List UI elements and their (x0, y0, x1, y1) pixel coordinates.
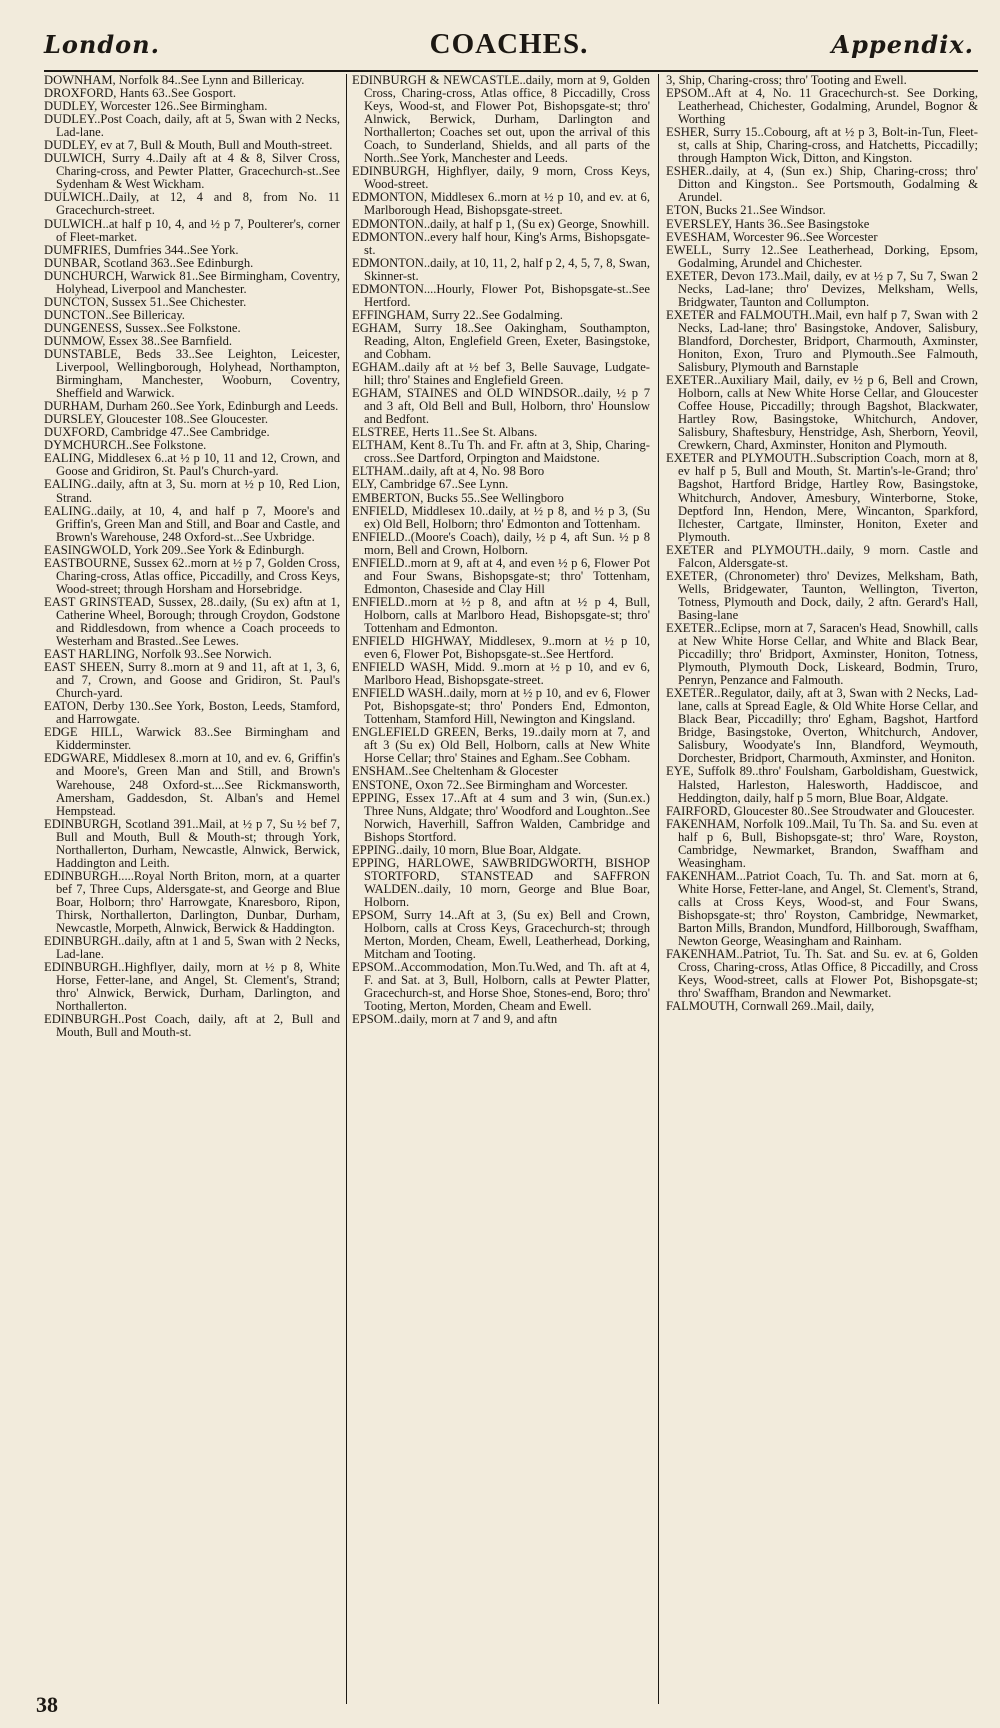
directory-entry: DUNMOW, Essex 38..See Barnfield. (44, 333, 233, 348)
directory-entry: ELY, Cambridge 67..See Lynn. (352, 477, 509, 492)
directory-entry: EDMONTON..daily, at half p 1, (Su ex) George, Snowhill. (352, 216, 650, 231)
directory-entry: DULWICH, Surry 4..Daily aft at 4 & 8, Silver Cross, Charing-cross, and Pewter Platter, Gracechurch-st..See Sydenham & West Wickham. (44, 151, 340, 192)
directory-entry: ENFIELD..(Moore's Coach), daily, ½ p 4, aft Sun. ½ p 8 morn, Bell and Crown, Holborn. (352, 529, 650, 557)
directory-entry: EXETER..Auxiliary Mail, daily, ev ½ p 6, Bell and Crown, Holborn, calls at New White Horse Cellar, and Gloucester Coffee House, Piccadilly; through Bagshot, Blackwater, Hartley Row, Basingstoke, Whitchurch, Andover, Salisbury, Shaftesbury, Henstridge, Ash, Sherborn, Yeovil, Crewkern, Chard, Axminster, Honiton and Plymouth. (666, 373, 978, 453)
directory-entry: EXETER..Regulator, daily, aft at 3, Swan with 2 Necks, Lad-lane, calls at Spread Eagle, & Old White Horse Cellar, and Black Bear, Piccadilly; thro' Egham, Bagshot, Hartford Bridge, Basingstoke, Overton, Whitchurch, Andover, Salisbury, Woodyate's Inn, Blandford, Weymouth, Dorchester, Bridport, Charmouth, Axminster, and Honiton. (666, 686, 978, 766)
directory-entry: EDINBURGH..daily, aftn at 1 and 5, Swan with 2 Necks, Lad-lane. (44, 934, 340, 962)
directory-entry: ENFIELD..morn at 9, aft at 4, and even ½ p 6, Flower Pot and Four Swans, Bishopsgate-st; thro' Tottenham, Edmonton, Chaseside and Clay Hill (352, 555, 650, 596)
directory-entry: DUXFORD, Cambridge 47..See Cambridge. (44, 425, 270, 440)
directory-entry: EWELL, Surry 12..See Leatherhead, Dorking, Epsom, Godalming, Arundel and Chichester. (666, 242, 978, 270)
directory-entry: DUNCTON, Sussex 51..See Chichester. (44, 294, 247, 309)
directory-entry: EPSOM..Accommodation, Mon.Tu.Wed, and Th. aft at 4, F. and Sat. at 3, Bull, Holborn, calls at Pewter Platter, Gracechurch-st, and Horse Shoe, Stones-end, Boro; thro' Tooting, Merton, Morden, Cheam and Ewell. (352, 960, 650, 1014)
column-divider-2 (658, 74, 659, 1704)
directory-entry: DUNCTON..See Billericay. (44, 307, 185, 322)
directory-entry: DUNSTABLE, Beds 33..See Leighton, Leicester, Liverpool, Wellingborough, Holyhead, Northampton, Birmingham, Manchester, Wooburn, Coventry, Sheffield and Warwick. (44, 346, 340, 401)
directory-entry: EASINGWOLD, York 209..See York & Edinburgh. (44, 542, 305, 557)
directory-entry: EATON, Derby 130..See York, Boston, Leeds, Stamford, and Harrowgate. (44, 699, 340, 727)
column-2 (352, 74, 650, 1704)
directory-entry: DUDLEY, Worcester 126..See Birmingham. (44, 99, 268, 114)
directory-entry: FALMOUTH, Cornwall 269..Mail, daily, (666, 999, 875, 1014)
directory-entry: EVERSLEY, Hants 36..See Basingstoke (666, 216, 870, 231)
directory-entry: ENFIELD WASH, Midd. 9..morn at ½ p 10, and ev 6, Marlboro Head, Bishopsgate-street. (352, 660, 650, 688)
directory-entry: DROXFORD, Hants 63..See Gosport. (44, 86, 237, 101)
directory-entry: ELTHAM..daily, aft at 4, No. 98 Boro (352, 464, 545, 479)
directory-entry: EXETER, (Chronometer) thro' Devizes, Melksham, Bath, Wells, Bridgewater, Taunton, Wellington, Tiverton, Totness, Plymouth and Dock, daily, 2 aftn. Gerard's Hall, Basing-lane (666, 568, 978, 622)
directory-entry: DULWICH..Daily, at 12, 4 and 8, from No. 11 Gracechurch-street. (44, 190, 340, 218)
directory-entry: EGHAM..daily aft at ½ bef 3, Belle Sauvage, Ludgate-hill; thro' Staines and Englefield Green. (352, 360, 650, 388)
directory-entry: EDINBURGH & NEWCASTLE..daily, morn at 9, Golden Cross, Charing-cross, Atlas office, 8 Piccadilly, Cross Keys, Wood-st, and Flower Pot, Bishopsgate-st; thro' Alnwick, Berwick, Durham, Darlington and Northallerton; Coaches set out, upon the arrival of this Coach, to Sunderland, Shields, and all parts of the North..See York, Manchester and Leeds. (352, 74, 650, 166)
directory-entry: EPSOM..daily, morn at 7 and 9, and aftn (352, 1012, 558, 1027)
directory-entry: EYE, Suffolk 89..thro' Foulsham, Garboldisham, Guestwick, Halsted, Harleston, Halesworth, Haddiscoe, and Heddington, daily, half p 5 morn, Blue Boar, Aldgate. (666, 764, 978, 805)
directory-entry: EPSOM..Aft at 4, No. 11 Gracechurch-st. See Dorking, Leatherhead, Chichester, Godalming, Arundel, Bognor & Worthing (666, 86, 978, 127)
directory-entry: ENFIELD, Middlesex 10..daily, at ½ p 8, and ½ p 3, (Su ex) Old Bell, Holborn; thro' Edmonton and Tottenham. (352, 503, 650, 531)
directory-entry: DURSLEY, Gloucester 108..See Gloucester. (44, 412, 268, 427)
directory-entry: EXETER, Devon 173..Mail, daily, ev at ½ p 7, Su 7, Swan 2 Necks, Lad-lane; thro' Devizes, Melksham, Wells, Bridgwater, Taunton and Collumpton. (666, 268, 978, 309)
directory-entry: EXETER and FALMOUTH..Mail, evn half p 7, Swan with 2 Necks, Lad-lane; thro' Basingstoke, Andover, Salisbury, Blandford, Dorchester, Bridport, Charmouth, Axminster, Honiton, Exon, Truro and Plymouth..See Falmouth, Salisbury, Plymouth and Barnstaple (666, 307, 978, 375)
directory-entry: DUNBAR, Scotland 363..See Edinburgh. (44, 255, 254, 270)
directory-entry: EPPING..daily, 10 morn, Blue Boar, Aldgate. (352, 842, 582, 857)
directory-entry: EDINBURGH, Scotland 391..Mail, at ½ p 7, Su ½ bef 7, Bull and Mouth, Bull & Mouth-st; through York, Northallerton, Durham, Newcastle, Alnwick, Berwick, Haddington and Leith. (44, 816, 340, 870)
directory-entry: ENSTONE, Oxon 72..See Birmingham and Worcester. (352, 777, 628, 792)
page-header (44, 28, 974, 66)
directory-entry: EDINBURGH, Highflyer, daily, 9 morn, Cross Keys, Wood-street. (352, 164, 650, 192)
directory-entry: ENFIELD HIGHWAY, Middlesex, 9..morn at ½ p 10, even 6, Flower Pot, Bishopsgate-st..See Hertford. (352, 634, 650, 662)
directory-entry: DURHAM, Durham 260..See York, Edinburgh and Leeds. (44, 399, 339, 414)
directory-entry: EGHAM, Surry 18..See Oakingham, Southampton, Reading, Alton, Englefield Green, Exeter, Basingstoke, and Cobham. (352, 320, 650, 361)
running-head-right: Appendix. (831, 30, 974, 59)
directory-entry: EPSOM, Surry 14..Aft at 3, (Su ex) Bell and Crown, Holborn, calls at Cross Keys, Gracechurch-st; through Merton, Morden, Cheam, Ewell, Leatherhead, Dorking, Mitcham and Tooting. (352, 908, 650, 962)
column-divider-1 (346, 74, 347, 1704)
directory-entry: EXETER..Eclipse, morn at 7, Saracen's Head, Snowhill, calls at New White Horse Cellar, and White and Black Bear, Piccadilly; thro' Bridport, Axminster, Honiton, Totness, Plymouth, Plymouth Dock, Liskeard, Bodmin, Truro, Penryn, Penzance and Falmouth. (666, 620, 978, 688)
directory-entry: FAKENHAM..Patriot, Tu. Th. Sat. and Su. ev. at 6, Golden Cross, Charing-cross, Atlas Office, 8 Piccadilly, and Cross Keys, Wood-street, calls at Flower Pot, Bishopsgate-st; thro' Swaffham, Brandon and Newmarket. (666, 947, 978, 1001)
directory-entry: EDMONTON, Middlesex 6..morn at ½ p 10, and ev. at 6, Marlborough Head, Bishopsgate-street. (352, 190, 650, 218)
directory-entry: FAKENHAM, Norfolk 109..Mail, Tu Th. Sa. and Su. even at half p 6, Bull, Bishopsgate-st; thro' Ware, Royston, Cambridge, Newmarket, Brandon, Swaffham and Weasingham. (666, 816, 978, 870)
directory-entry: EDGWARE, Middlesex 8..morn at 10, and ev. 6, Griffin's and Moore's, Green Man and Still, and Brown's Warehouse, 248 Oxford-st....See Rickmansworth, Amersham, Gaddesdon, St. Alban's and Hemel Hempstead. (44, 751, 340, 818)
directory-entry: EXETER and PLYMOUTH..Subscription Coach, morn at 8, ev half p 5, Bull and Mouth, St. Martin's-le-Grand; thro' Bagshot, Hartford Bridge, Hartley Row, Basingstoke, Whitchurch, Andover, Amesbury, Winterborne, Stoke, Deptford Inn, Hendon, Mere, Wincanton, Sparkford, Ilchester, Cartgate, Ilminster, Honiton, Exeter and Plymouth. (666, 451, 978, 544)
directory-entry: EPPING, HARLOWE, SAWBRIDGWORTH, BISHOP STORTFORD, STANSTEAD and SAFFRON WALDEN..daily, 10 morn, George and Blue Boar, Holborn. (352, 855, 650, 909)
directory-entry: EASTBOURNE, Sussex 62..morn at ½ p 7, Golden Cross, Charing-cross, Atlas office, Piccadilly, and Cross Keys, Wood-street; through Horsham and Horsebridge. (44, 555, 340, 596)
directory-entry: ENSHAM..See Cheltenham & Glocester (352, 764, 559, 779)
directory-entry: EDMONTON....Hourly, Flower Pot, Bishopsgate-st..See Hertford. (352, 281, 650, 309)
directory-entry: ENGLEFIELD GREEN, Berks, 19..daily morn at 7, and aft 3 (Su ex) Old Bell, Holborn, calls at New White Horse Cellar; thro' Staines and Egham..See Cobham. (352, 725, 650, 766)
directory-entry: DUDLEY..Post Coach, daily, aft at 5, Swan with 2 Necks, Lad-lane. (44, 112, 340, 140)
directory-entry: DUDLEY, ev at 7, Bull & Mouth, Bull and Mouth-street. (44, 138, 333, 153)
directory-entry: EAST HARLING, Norfolk 93..See Norwich. (44, 647, 272, 662)
directory-entry: ELTHAM, Kent 8..Tu Th. and Fr. aftn at 3, Ship, Charing-cross..See Dartford, Orpington and Maidstone. (352, 438, 650, 466)
directory-columns (44, 74, 978, 1712)
directory-entry: FAKENHAM...Patriot Coach, Tu. Th. and Sat. morn at 6, White Horse, Fetter-lane, and Angel, St. Clement's, Strand, calls at Cross Keys, Wood-st, and Four Swans, Bishopsgate-st; thro' Royston, Cambridge, Newmarket, Barton Mills, Brandon, Mundford, Hillborough, Swaffham, Newton George, Weasingham and Rainham. (666, 868, 978, 949)
directory-entry: ESHER..daily, at 4, (Sun ex.) Ship, Charing-cross; thro' Ditton and Kingston.. See Portsmouth, Godalming & Arundel. (666, 164, 978, 205)
directory-entry: DUNCHURCH, Warwick 81..See Birmingham, Coventry, Holyhead, Liverpool and Manchester. (44, 268, 340, 296)
directory-entry: EFFINGHAM, Surry 22..See Godalming. (352, 307, 563, 322)
directory-entry: EXETER and PLYMOUTH..daily, 9 morn. Castle and Falcon, Aldersgate-st. (666, 542, 978, 570)
directory-entry: EVESHAM, Worcester 96..See Worcester (666, 229, 878, 244)
directory-entry: DOWNHAM, Norfolk 84..See Lynn and Billericay. (44, 74, 305, 87)
directory-entry: EDGE HILL, Warwick 83..See Birmingham and Kidderminster. (44, 725, 340, 753)
directory-entry: DUMFRIES, Dumfries 344..See York. (44, 242, 239, 257)
directory-entry: FAIRFORD, Gloucester 80..See Stroudwater and Gloucester. (666, 803, 975, 818)
directory-entry: DULWICH..at half p 10, 4, and ½ p 7, Poulterer's, corner of Fleet-market. (44, 216, 340, 244)
directory-entry: EALING..daily, aftn at 3, Su. morn at ½ p 10, Red Lion, Strand. (44, 477, 340, 505)
directory-entry: EDINBURGH..Post Coach, daily, aft at 2, Bull and Mouth, Bull and Mouth-st. (44, 1012, 340, 1040)
column-3 (666, 74, 978, 1704)
header-rule (44, 70, 978, 72)
directory-entry: EDMONTON..daily, at 10, 11, 2, half p 2, 4, 5, 7, 8, Swan, Skinner-st. (352, 255, 650, 283)
directory-entry: EALING..daily, at 10, 4, and half p 7, Moore's and Griffin's, Green Man and Still, and Boar and Castle, and Brown's Warehouse, 248 Oxford-st...See Uxbridge. (44, 503, 340, 544)
directory-entry: EAST GRINSTEAD, Sussex, 28..daily, (Su ex) aftn at 1, Catherine Wheel, Borough; through Croydon, Godstone and Riddlesdown, from whence a Coach proceeds to Westerham and Brasted..See Lewes. (44, 594, 340, 649)
directory-entry: ETON, Bucks 21..See Windsor. (666, 203, 826, 218)
directory-entry: EAST SHEEN, Surry 8..morn at 9 and 11, aft at 1, 3, 6, and 7, Crown, and Goose and Gridiron, St. Paul's Church-yard. (44, 660, 340, 701)
directory-entry: ESHER, Surry 15..Cobourg, aft at ½ p 3, Bolt-in-Tun, Fleet-st, calls at Ship, Charing-cross, and Hatchetts, Piccadilly; through Hampton Wick, Ditton, and Kingston. (666, 125, 978, 166)
directory-entry: ENFIELD WASH..daily, morn at ½ p 10, and ev 6, Flower Pot, Bishopsgate-st; thro' Ponders End, Edmonton, Tottenham, Stamford Hill, Newington and Kingsland. (352, 686, 650, 727)
running-head-left: London. (44, 30, 160, 59)
directory-entry: DYMCHURCH..See Folkstone. (44, 438, 207, 453)
directory-entry: EDINBURGH.....Royal North Briton, morn, at a quarter bef 7, Three Cups, Aldersgate-st, and George and Blue Boar, Holborn; thro' Harrowgate, Knaresboro, Ripon, Thirsk, Northallerton, Darlington, Dunbar, Durham, Newcastle, Morpeth, Alnwick, Berwick & Haddington. (44, 868, 340, 936)
directory-entry: EPPING, Essex 17..Aft at 4 sum and 3 win, (Sun.ex.) Three Nuns, Aldgate; thro' Woodford and Loughton..See Norwich, Haverhill, Saffron Walden, Cambridge and Bishops Stortford. (352, 790, 650, 844)
section-title: COACHES. (429, 28, 589, 60)
directory-entry: EMBERTON, Bucks 55..See Wellingboro (352, 490, 564, 505)
directory-entry: EALING, Middlesex 6..at ½ p 10, 11 and 12, Crown, and Goose and Gridiron, St. Paul's Church-yard. (44, 451, 340, 479)
directory-entry: 3, Ship, Charing-cross; thro' Tooting and Ewell. (666, 74, 907, 87)
page-number: 38 (36, 1692, 58, 1717)
column-1 (44, 74, 340, 1704)
directory-entry: ELSTREE, Herts 11..See St. Albans. (352, 425, 538, 440)
directory-entry: EDMONTON..every half hour, King's Arms, Bishopsgate-st. (352, 229, 650, 257)
directory-entry: ENFIELD..morn at ½ p 8, and aftn at ½ p 4, Bull, Holborn, calls at Marlboro Head, Bishopsgate-st; thro' Tottenham and Edmonton. (352, 594, 650, 635)
directory-entry: EGHAM, STAINES and OLD WINDSOR..daily, ½ p 7 and 3 aft, Old Bell and Bull, Holborn, thro' Hounslow and Bedfont. (352, 386, 650, 427)
directory-entry: EDINBURGH..Highflyer, daily, morn at ½ p 8, White Horse, Fetter-lane, and Angel, St. Clement's, Strand; thro' Alnwick, Berwick, Durham, Darlington, and Northallerton. (44, 960, 340, 1014)
directory-entry: DUNGENESS, Sussex..See Folkstone. (44, 320, 241, 335)
